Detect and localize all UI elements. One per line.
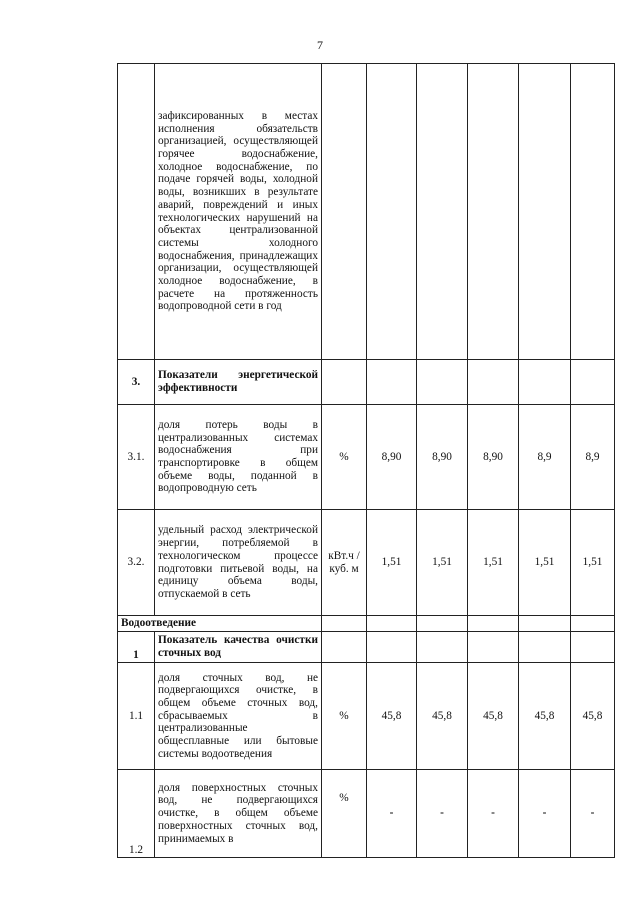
value-cell: [367, 64, 417, 360]
table-row: [118, 405, 615, 510]
indicator-description: удельный расход электрической энергии, потребляемой в технологическом процессе подготовки питьевой воды, на единицу объема воды, отпускаемой в сеть: [155, 510, 322, 616]
empty-cell: [322, 360, 367, 405]
value-cell: 1,51: [417, 510, 468, 616]
value-cell: [468, 64, 519, 360]
indicator-description: зафиксированных в местах исполнения обязательств организацией, осуществляющей горячее водоснабжение, холодное водоснабжение, по подаче горячей воды, холодной воды, возникших в результате аварий, повреждений и иных технологических нарушений на объектах централизованной системы холодного водоснабжения, принадлежащих организации, осуществляющей холодное водоснабжение, в расчете на протяженность водопроводной сети в год: [155, 64, 322, 360]
indicator-description: доля поверхностных сточных вод, не подвергающихся очистке, в общем объеме поверхностных сточных вод, принимаемых в: [155, 770, 322, 858]
empty-cell: [519, 360, 571, 405]
value-cell: [417, 64, 468, 360]
row-number: 1.1: [118, 663, 155, 770]
table-row: [118, 663, 615, 770]
value-cell: 1,51: [571, 510, 615, 616]
value-cell: 45,8: [571, 663, 615, 770]
empty-cell: [322, 616, 367, 632]
empty-cell: [468, 360, 519, 405]
empty-cell: [519, 616, 571, 632]
value-cell: -: [571, 770, 615, 858]
empty-cell: [367, 360, 417, 405]
value-cell: 1,51: [367, 510, 417, 616]
value-cell: 45,8: [519, 663, 571, 770]
unit-cell: [322, 64, 367, 360]
empty-cell: [417, 616, 468, 632]
empty-cell: [322, 632, 367, 663]
empty-cell: [571, 616, 615, 632]
unit-cell: %: [322, 663, 367, 770]
table-row: [118, 510, 615, 616]
value-cell: -: [468, 770, 519, 858]
unit-cell: кВт.ч /куб. м: [322, 510, 367, 616]
empty-cell: [417, 360, 468, 405]
row-number: [118, 64, 155, 360]
row-number: 3.1.: [118, 405, 155, 510]
value-cell: 8,90: [367, 405, 417, 510]
row-number: 3.2.: [118, 510, 155, 616]
empty-cell: [468, 632, 519, 663]
value-cell: 8,9: [571, 405, 615, 510]
table-row: [118, 632, 615, 663]
value-cell: 8,90: [468, 405, 519, 510]
row-number: 1: [118, 632, 155, 663]
indicator-group-title: Показатель качества очистки сточных вод: [155, 632, 322, 663]
indicator-group-title: Показатели энергетической эффективности: [155, 360, 322, 405]
unit-cell: %: [322, 405, 367, 510]
empty-cell: [571, 360, 615, 405]
empty-cell: [367, 632, 417, 663]
value-cell: 45,8: [417, 663, 468, 770]
value-cell: 1,51: [468, 510, 519, 616]
value-cell: 1,51: [519, 510, 571, 616]
unit-cell: %: [322, 770, 367, 858]
value-cell: -: [519, 770, 571, 858]
table-row: [118, 770, 615, 858]
value-cell: 8,90: [417, 405, 468, 510]
value-cell: -: [417, 770, 468, 858]
empty-cell: [468, 616, 519, 632]
value-cell: [571, 64, 615, 360]
table-row: [118, 360, 615, 405]
indicators-table: [117, 63, 615, 858]
indicator-description: доля сточных вод, не подвергающихся очистке, в общем объеме сточных вод, сбрасываемых в централизованные общесплавные или бытовые системы водоотведения: [155, 663, 322, 770]
empty-cell: [367, 616, 417, 632]
empty-cell: [417, 632, 468, 663]
row-number: 3.: [118, 360, 155, 405]
indicator-description: доля потерь воды в централизованных системах водоснабжения при транспортировке в общем объеме воды, поданной в водопроводную сеть: [155, 405, 322, 510]
row-number: 1.2: [118, 770, 155, 858]
value-cell: -: [367, 770, 417, 858]
value-cell: 8,9: [519, 405, 571, 510]
value-cell: 45,8: [468, 663, 519, 770]
empty-cell: [571, 632, 615, 663]
empty-cell: [519, 632, 571, 663]
table-row: [118, 616, 615, 632]
value-cell: [519, 64, 571, 360]
value-cell: 45,8: [367, 663, 417, 770]
table-row: [118, 64, 615, 360]
section-title: Водоотведение: [118, 616, 322, 632]
page-number: 7: [317, 38, 323, 52]
